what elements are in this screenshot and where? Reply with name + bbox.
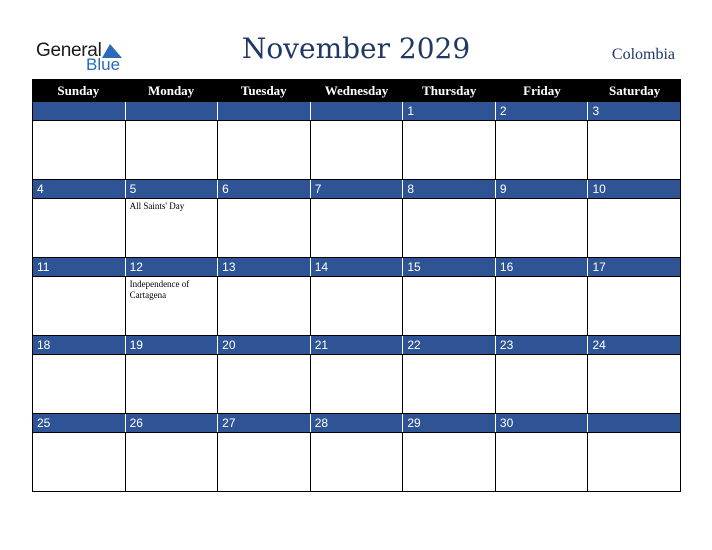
day-number: 9 bbox=[496, 180, 589, 198]
day-cell bbox=[218, 433, 311, 491]
day-number: 4 bbox=[33, 180, 126, 198]
day-number: 22 bbox=[403, 336, 496, 354]
weekday-header: Tuesday bbox=[240, 83, 287, 98]
day-cell bbox=[33, 355, 126, 413]
day-body-row bbox=[33, 433, 681, 492]
day-number: 12 bbox=[126, 258, 219, 276]
day-number: 28 bbox=[311, 414, 404, 432]
day-body-row bbox=[33, 355, 681, 414]
day-number: 19 bbox=[126, 336, 219, 354]
day-body-row bbox=[33, 199, 681, 258]
country-label: Colombia bbox=[611, 46, 675, 63]
day-cell bbox=[496, 277, 589, 335]
day-number: 5 bbox=[126, 180, 219, 198]
day-cell bbox=[496, 199, 589, 257]
weekday-header: Monday bbox=[147, 83, 195, 98]
day-number: 20 bbox=[218, 336, 311, 354]
day-body-row bbox=[33, 121, 681, 180]
day-cell bbox=[218, 199, 311, 257]
weekday-header: Saturday bbox=[609, 83, 661, 98]
day-cell bbox=[403, 277, 496, 335]
day-cell bbox=[126, 199, 219, 257]
day-cell bbox=[588, 199, 681, 257]
day-cell bbox=[403, 355, 496, 413]
day-number: 16 bbox=[496, 258, 589, 276]
day-cell bbox=[588, 277, 681, 335]
day-cell bbox=[496, 355, 589, 413]
calendar-grid bbox=[32, 79, 681, 492]
calendar-week bbox=[32, 336, 681, 414]
day-cell bbox=[403, 121, 496, 179]
day-cell bbox=[33, 199, 126, 257]
day-number bbox=[588, 414, 681, 432]
day-number-row bbox=[33, 180, 681, 199]
day-number: 10 bbox=[588, 180, 681, 198]
day-cell bbox=[126, 277, 219, 335]
page-title: November 2029 bbox=[241, 32, 471, 65]
brand-word-general: General bbox=[36, 40, 102, 61]
day-cell bbox=[33, 433, 126, 491]
day-number: 3 bbox=[588, 102, 681, 120]
holiday-label: All Saints' Day bbox=[129, 201, 185, 211]
day-number bbox=[218, 102, 311, 120]
weekday-header: Friday bbox=[523, 83, 561, 98]
day-number-row bbox=[33, 102, 681, 121]
weekday-header: Sunday bbox=[57, 83, 100, 98]
weekday-header-row bbox=[32, 79, 681, 102]
calendar-week bbox=[32, 180, 681, 258]
day-number: 14 bbox=[311, 258, 404, 276]
day-number bbox=[33, 102, 126, 120]
day-cell bbox=[403, 199, 496, 257]
day-cell bbox=[311, 277, 404, 335]
day-cell bbox=[126, 433, 219, 491]
day-number-row bbox=[33, 258, 681, 277]
weekday-header: Thursday bbox=[422, 83, 477, 98]
day-cell bbox=[126, 355, 219, 413]
day-cell bbox=[126, 121, 219, 179]
day-cell bbox=[588, 433, 681, 491]
day-cell bbox=[311, 121, 404, 179]
day-cell bbox=[218, 355, 311, 413]
day-number: 25 bbox=[33, 414, 126, 432]
day-number: 17 bbox=[588, 258, 681, 276]
day-cell bbox=[311, 355, 404, 413]
day-number: 15 bbox=[403, 258, 496, 276]
calendar-week bbox=[32, 414, 681, 492]
day-number: 26 bbox=[126, 414, 219, 432]
day-number: 7 bbox=[311, 180, 404, 198]
day-cell bbox=[311, 199, 404, 257]
day-number: 11 bbox=[33, 258, 126, 276]
day-number: 18 bbox=[33, 336, 126, 354]
day-number: 2 bbox=[496, 102, 589, 120]
day-cell bbox=[496, 121, 589, 179]
day-cell bbox=[218, 277, 311, 335]
day-number: 6 bbox=[218, 180, 311, 198]
day-body-row bbox=[33, 277, 681, 336]
day-cell bbox=[33, 121, 126, 179]
day-number bbox=[311, 102, 404, 120]
day-cell bbox=[403, 433, 496, 491]
day-cell bbox=[588, 355, 681, 413]
weekday-header: Wednesday bbox=[324, 83, 389, 98]
day-number: 1 bbox=[403, 102, 496, 120]
calendar-week bbox=[32, 102, 681, 180]
day-number-row bbox=[33, 336, 681, 355]
day-number: 13 bbox=[218, 258, 311, 276]
day-number: 21 bbox=[311, 336, 404, 354]
day-number: 24 bbox=[588, 336, 681, 354]
day-cell bbox=[588, 121, 681, 179]
day-number bbox=[126, 102, 219, 120]
day-number: 27 bbox=[218, 414, 311, 432]
day-number: 29 bbox=[403, 414, 496, 432]
holiday-label: Independence of Cartagena bbox=[129, 279, 190, 300]
calendar-week bbox=[32, 258, 681, 336]
day-cell bbox=[33, 277, 126, 335]
day-cell bbox=[496, 433, 589, 491]
brand-word-blue: Blue bbox=[86, 55, 121, 74]
day-number: 8 bbox=[403, 180, 496, 198]
day-cell bbox=[311, 433, 404, 491]
day-number: 30 bbox=[496, 414, 589, 432]
day-number: 23 bbox=[496, 336, 589, 354]
day-number-row bbox=[33, 414, 681, 433]
day-cell bbox=[218, 121, 311, 179]
